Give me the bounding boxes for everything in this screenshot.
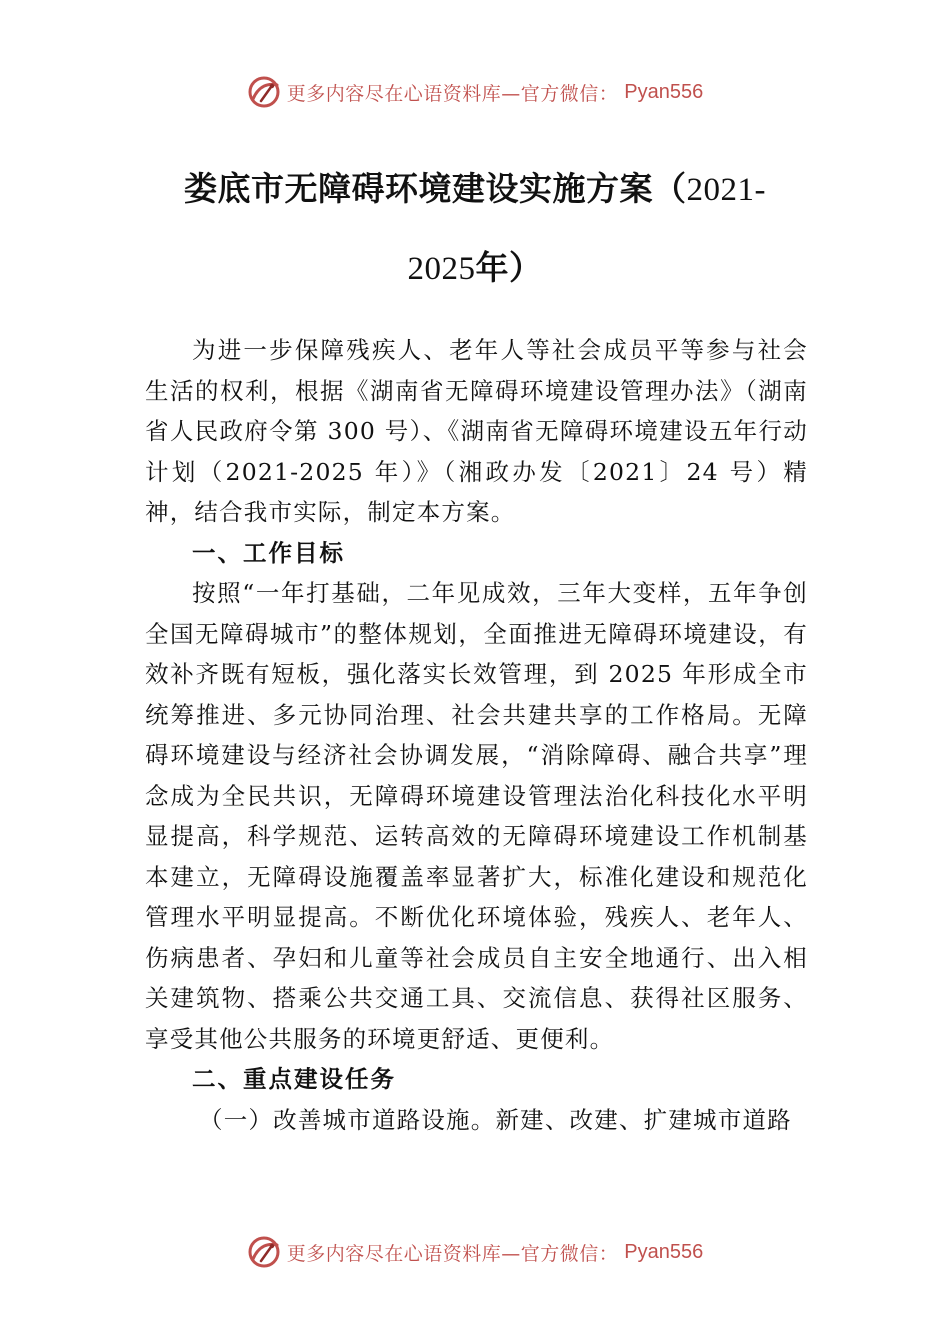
section-heading-tasks: 二、重点建设任务: [192, 1065, 396, 1093]
task-paragraph: （一）改善城市道路设施。新建、改建、扩建城市道路: [199, 1105, 792, 1134]
title-main: 娄底市无障碍环境建设实施方案（: [184, 169, 687, 208]
title-year-start: 2021-: [686, 172, 766, 208]
watermark-account: Pyan556: [624, 80, 704, 103]
watermark-text: 更多内容尽在心语资料库—官方微信：: [286, 1242, 619, 1265]
watermark-text: 更多内容尽在心语资料库—官方微信：: [286, 82, 619, 105]
section-heading-goals: 一、工作目标: [192, 538, 345, 567]
watermark-account: Pyan556: [624, 1240, 704, 1263]
title-year-end: 2025: [407, 251, 476, 287]
title-end: 年）: [475, 248, 543, 287]
watermark-footer: [0, 1232, 950, 1272]
document-body: [145, 330, 808, 1140]
goal-paragraph: 按照“一年打基础，二年见成效，三年大变样，五年争创全国无障碍城市”的整体规划，全面推进无障碍环境建设，有效补齐既有短板，强化落实长效管理，到 2025 年形成全市统筹推进、多元协同治理、社会共建共享的工作格局。无障碍环境建设与经济社会协调发展，“消除障碍、融合共享”理念成为全民共识，无障碍环境建设管理法治化科技化水平明显提高，科学规范、运转高效的无障碍环境建设工作机制基本建立，无障碍设施覆盖率显著扩大，标准化建设和规范化管理水平明显提高。不断优化环境体验，残疾人、老年人、 伤病患者、孕妇和儿童等社会成员自主安全地通行、出入相关建筑物、搭乘公共交通工具、交流信息、获得社区服务、 享受其他公共服务的环境更舒适、更便利。: [145, 579, 808, 1053]
watermark-header: [0, 72, 950, 112]
watermark-logo-icon: [247, 75, 281, 109]
watermark-logo-icon: [247, 1235, 281, 1269]
document-title: [150, 150, 800, 308]
intro-paragraph: 为进一步保障残疾人、老年人等社会成员平等参与社会生活的权利，根据《湖南省无障碍环境建设管理办法》（湖南省人民政府令第 300 号）、《湖南省无障碍环境建设五年行动计划（2021-2025 年）》（湘政办发〔2021〕24 号）精神，结合我市实际，制定本方案。: [145, 336, 808, 526]
